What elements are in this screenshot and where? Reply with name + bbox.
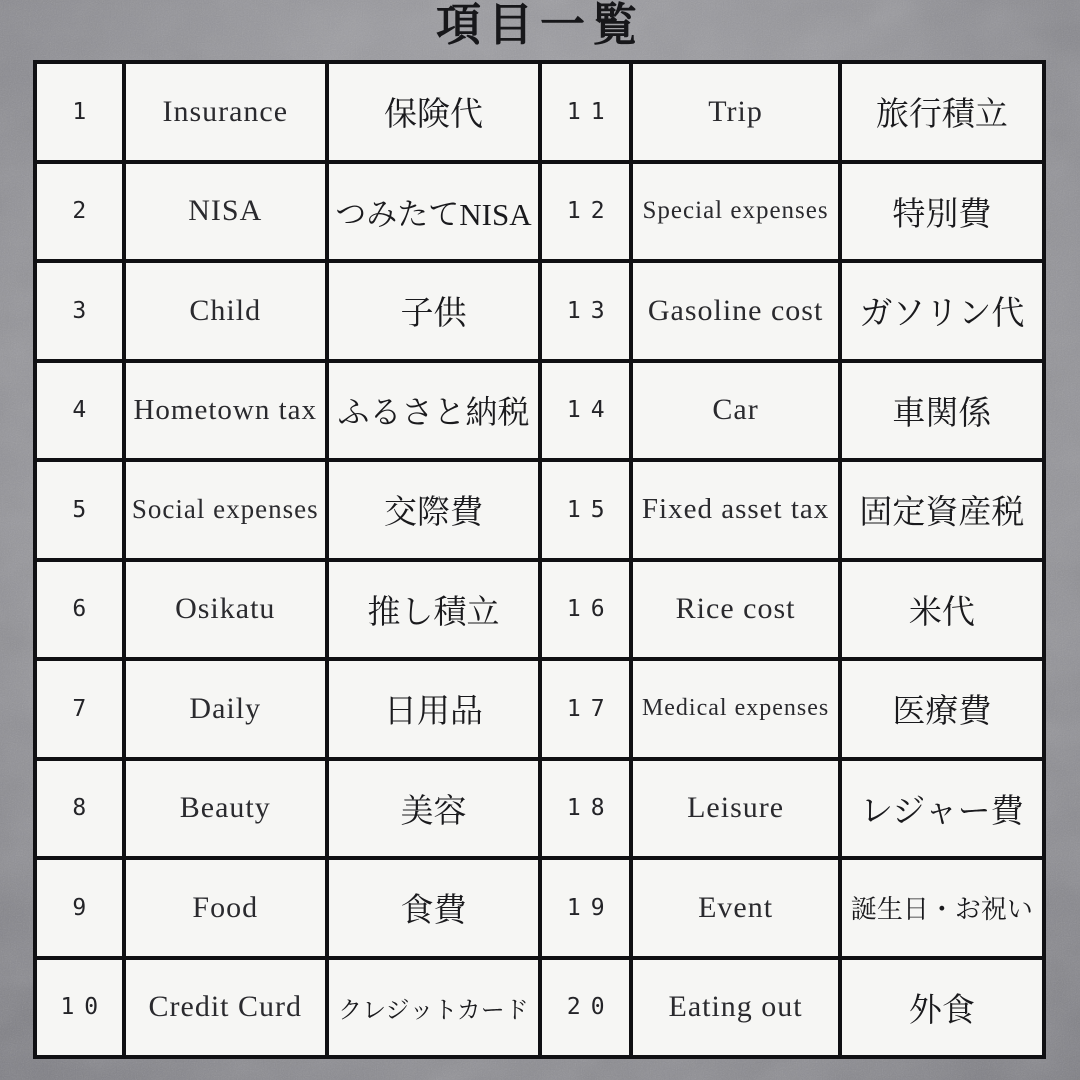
item-japanese-cell (842, 363, 1042, 459)
item-japanese-cell (329, 761, 538, 857)
item-english-label: Daily (189, 691, 262, 725)
item-english-label: Insurance (162, 94, 289, 128)
page-title: 項目一覧 (435, 0, 644, 51)
item-number-cell (37, 64, 122, 160)
item-number: 4 (72, 397, 97, 424)
item-japanese-label: 固定資産税 (859, 495, 1025, 532)
item-japanese-label: ふるさと納税 (337, 394, 530, 431)
item-japanese-cell (329, 562, 538, 658)
item-japanese-cell (329, 860, 538, 956)
item-number-cell (542, 164, 630, 260)
item-japanese-label: 食費 (400, 893, 467, 930)
item-number-cell (542, 363, 630, 459)
item-japanese-label: 特別費 (892, 196, 992, 233)
item-japanese-label: 日用品 (383, 694, 483, 731)
item-number: 2 (72, 198, 97, 225)
item-number-cell (37, 363, 122, 459)
item-japanese-cell (329, 363, 538, 459)
item-number: 19 (566, 894, 615, 921)
item-number: 15 (566, 496, 615, 523)
item-english-cell (126, 562, 325, 658)
item-english-cell (126, 164, 325, 260)
item-english-cell (126, 960, 325, 1056)
item-japanese-label: つみたてNISA (335, 196, 532, 232)
item-number-cell (37, 462, 122, 558)
item-english-label: Medical expenses (641, 695, 830, 722)
item-number: 8 (72, 795, 97, 822)
item-japanese-cell (842, 263, 1042, 359)
item-english-label: Eating out (668, 990, 803, 1024)
item-english-label: Rice cost (675, 592, 796, 626)
item-number-cell (37, 661, 122, 757)
item-english-cell (633, 263, 837, 359)
item-number-cell (542, 64, 630, 160)
item-english-cell (126, 860, 325, 956)
item-english-label: Car (712, 393, 759, 427)
item-number: 12 (566, 198, 615, 225)
item-number: 1 (72, 98, 97, 125)
item-number: 11 (566, 98, 615, 125)
item-number-cell (542, 960, 630, 1056)
items-table (33, 60, 1046, 1059)
item-japanese-cell (842, 661, 1042, 757)
item-english-label: Credit Curd (148, 990, 302, 1024)
item-number: 14 (566, 397, 615, 424)
item-japanese-label: ガソリン代 (859, 296, 1025, 333)
item-japanese-cell (842, 761, 1042, 857)
item-number-cell (37, 960, 122, 1056)
item-japanese-cell (329, 64, 538, 160)
item-number: 5 (72, 496, 97, 523)
item-japanese-label: 旅行積立 (875, 97, 1008, 134)
item-japanese-cell (842, 64, 1042, 160)
item-japanese-label: 子供 (400, 296, 467, 333)
item-japanese-label: 車関係 (892, 395, 992, 432)
item-number-cell (542, 462, 630, 558)
item-number-cell (37, 562, 122, 658)
item-number-cell (37, 860, 122, 956)
item-english-cell (126, 462, 325, 558)
item-english-label: Gasoline cost (647, 293, 824, 327)
item-english-label: Beauty (179, 791, 271, 825)
item-japanese-label: クレジットカード (338, 997, 529, 1024)
item-english-cell (126, 661, 325, 757)
item-japanese-label: 推し積立 (367, 594, 500, 631)
item-english-label: Leisure (687, 791, 785, 825)
item-japanese-cell (329, 164, 538, 260)
item-number: 6 (72, 596, 97, 623)
item-japanese-cell (329, 960, 538, 1056)
item-japanese-cell (842, 164, 1042, 260)
item-japanese-cell (329, 263, 538, 359)
item-japanese-label: 米代 (908, 594, 975, 631)
item-japanese-cell (329, 462, 538, 558)
item-japanese-cell (842, 860, 1042, 956)
item-english-cell (633, 64, 837, 160)
item-japanese-cell (329, 661, 538, 757)
item-number-cell (542, 761, 630, 857)
item-english-label: Fixed asset tax (641, 493, 830, 526)
item-japanese-label: 医療費 (892, 694, 992, 731)
item-japanese-label: 美容 (400, 793, 467, 830)
item-english-label: Food (192, 890, 259, 924)
item-english-label: Event (698, 890, 774, 924)
item-english-cell (633, 363, 837, 459)
item-japanese-cell (842, 462, 1042, 558)
item-english-cell (126, 363, 325, 459)
item-number: 20 (566, 994, 615, 1021)
item-japanese-label: 誕生日・お祝い (850, 895, 1033, 925)
item-english-cell (633, 562, 837, 658)
item-number: 16 (566, 596, 615, 623)
item-english-label: Osikatu (175, 592, 276, 626)
item-english-label: Special expenses (642, 197, 829, 225)
item-number: 18 (566, 795, 615, 822)
item-japanese-label: 外食 (908, 992, 975, 1029)
item-number: 10 (60, 994, 109, 1021)
item-number-cell (542, 860, 630, 956)
item-japanese-cell (842, 960, 1042, 1056)
item-number-cell (542, 263, 630, 359)
item-number-cell (37, 761, 122, 857)
item-english-label: Hometown tax (133, 393, 318, 426)
item-english-cell (633, 761, 837, 857)
item-english-label: Child (189, 293, 262, 327)
item-japanese-label: 保険代 (383, 97, 483, 134)
item-number-cell (542, 562, 630, 658)
item-number-cell (37, 164, 122, 260)
item-english-cell (126, 761, 325, 857)
item-english-cell (633, 462, 837, 558)
item-japanese-cell (842, 562, 1042, 658)
item-english-label: Trip (708, 94, 763, 128)
item-number: 3 (72, 297, 97, 324)
item-english-cell (126, 64, 325, 160)
item-english-cell (126, 263, 325, 359)
item-number: 9 (72, 894, 97, 921)
item-english-cell (633, 960, 837, 1056)
item-number-cell (37, 263, 122, 359)
item-number: 17 (566, 695, 615, 722)
item-english-cell (633, 164, 837, 260)
item-number: 13 (566, 297, 615, 324)
item-number: 7 (72, 695, 97, 722)
item-english-label: Social expenses (131, 494, 319, 525)
item-number-cell (542, 661, 630, 757)
item-japanese-label: レジャー費 (860, 793, 1024, 830)
item-english-cell (633, 661, 837, 757)
item-english-label: NISA (188, 194, 263, 228)
item-english-cell (633, 860, 837, 956)
item-japanese-label: 交際費 (383, 495, 483, 532)
